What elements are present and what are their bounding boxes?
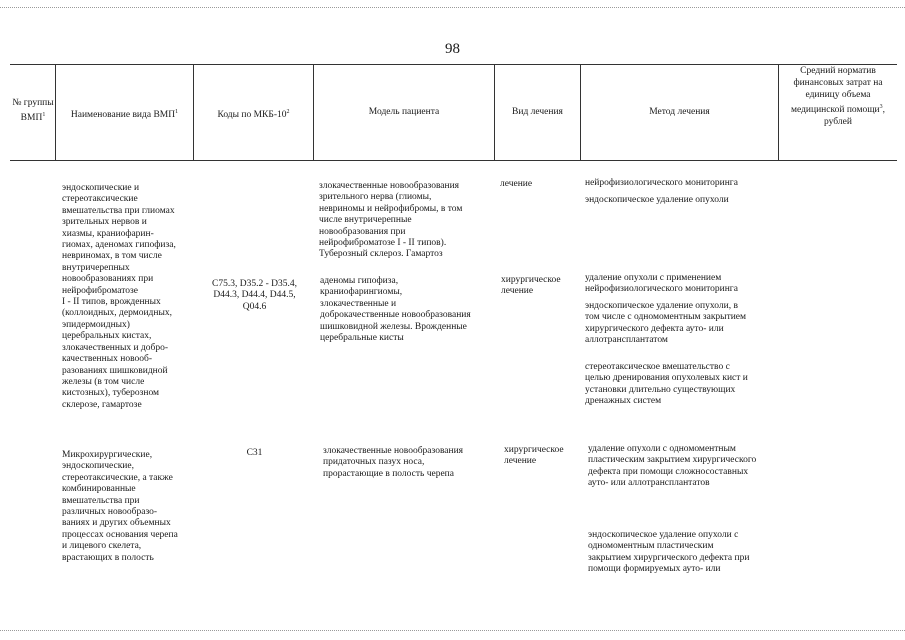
icd-codes-cell: C31 [246,448,263,458]
header-treatment-type: Вид лечения [512,107,563,117]
column-divider [778,64,779,160]
treatment-method-cell: эндоскопическое удаление опухоли [585,195,729,205]
treatment-type-cell: хирургическое лечение [504,445,564,467]
treatment-method-cell: нейрофизиологического мониторинга [585,178,738,188]
treatment-method-cell: удаление опухоли с применением нейрофизиологического мониторинга [585,273,738,295]
column-divider [193,64,194,160]
column-divider [580,64,581,160]
treatment-method-cell: стереотаксическое вмешательство с целью дренирования опухолевых кист и установки длительно существующих дренажных систем [585,362,748,407]
header-vmp-name: Наименование вида ВМП$^1$ [70,109,179,121]
treatment-type-cell: лечение [500,179,533,189]
header-icd-codes: Коды по МКБ-$10^2$ [217,109,290,121]
header-group-number: № группы ВМП$^1$ [12,98,54,124]
treatment-method-cell: удаление опухоли с одномоментным пластическим закрытием хирургического дефекта при помощи сложносоставных ауто- или аллотрансплантатов [588,444,757,489]
column-divider [55,64,56,160]
table-top-border [10,64,897,65]
patient-model-cell: злокачественные новообразования придаточных пазух носа, прорастающие в полость черепа [323,446,464,479]
page-number: 98 [445,41,460,57]
patient-model-cell: злокачественные новообразования зрительного нерва (глиомы, невриномы и нейрофибромы, в том числе внутричерепные новообразования при нейрофиброматозе I - II типов). Туберозный склероз. Гамартоз [319,181,463,260]
column-divider [313,64,314,160]
column-divider [494,64,495,160]
table-header-bottom-border [10,160,897,161]
icd-codes-cell: C75.3, D35.2 - D35.4, D44.3, D44.4, D44.5, Q04.6 [212,279,297,312]
header-cost-norm: Средний норматив финансовых затрат на единицу объема медицинской помощи$^3$, рублей [790,66,886,128]
treatment-type-cell: хирургическое лечение [501,275,561,297]
header-patient-model: Модель пациента [368,107,440,117]
patient-model-cell: аденомы гипофиза, краниофарингиомы, злокачественные и доброкачественные новообразования шишковидной железы. Врожденные церебральные кисты [320,276,471,344]
vmp-name-cell: эндоскопические и стереотаксические вмешательства при глиомах зрительных нервов и хиазмы, краниофарин- гиомах, аденомах гипофиза, невриномах, в том числе внутричерепных новообразованиях при нейрофиброматозе I - II типов, врожденных (коллоидных, дермоидных, эпидермоидных) церебральных кистах, злокачественных и добро- качественных новооб- разованиях шишковидной железы (в том числе кистозных), туберозном склерозе, гамартозе [62,183,176,410]
vmp-name-cell: Микрохирургические, эндоскопические, стереотаксические, а также комбинированные вмешательства при различных новообразо- ваниях и других объемных процессах основания черепа и лицевого скелета, врастающих в полость [62,450,178,563]
scan-artifact-top [0,7,905,9]
treatment-method-cell: эндоскопическое удаление опухоли с одномоментным пластическим закрытием хирургического дефекта при помощи формируемых ауто- или [588,530,750,575]
treatment-method-cell: эндоскопическое удаление опухоли, в том числе с одномоментным закрытием хирургического дефекта ауто- или аллотрансплантатом [585,301,747,346]
scan-artifact-bottom [0,630,905,632]
header-treatment-method: Метод лечения [649,107,710,117]
